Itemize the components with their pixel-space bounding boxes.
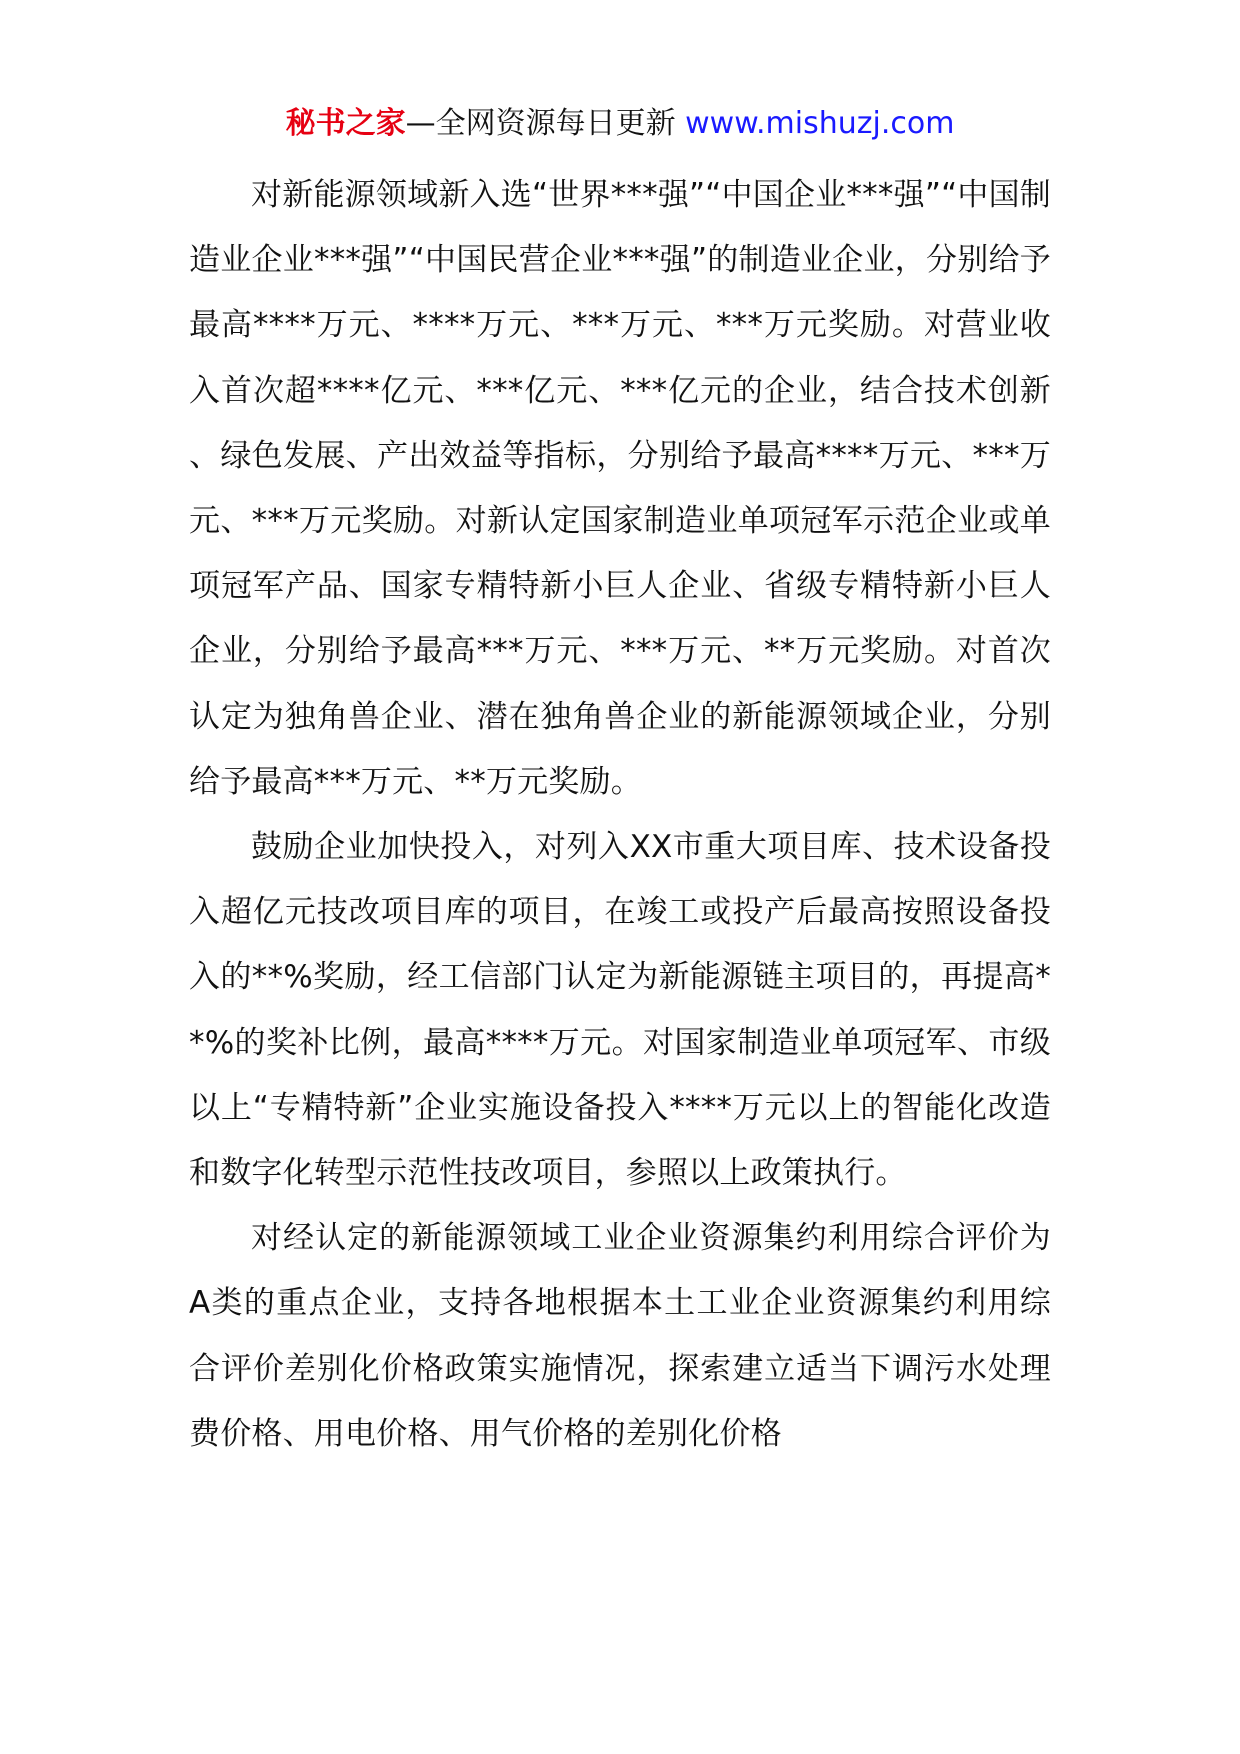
document-body	[189, 163, 1051, 1467]
paragraph-1: 对新能源领域新入选“世界***强”“中国企业***强”“中国制造业企业***强”“中国民营企业***强”的制造业企业，分别给予最高****万元、****万元、***万元、***万元奖励。对营业收入首次超****亿元、***亿元、***亿元的企业，结合技术创新、绿色发展、产出效益等指标，分别给予最高****万元、***万元、***万元奖励。对新认定国家制造业单项冠军示范企业或单项冠军产品、国家专精特新小巨人企业、省级专精特新小巨人企业，分别给予最高***万元、***万元、**万元奖励。对首次认定为独角兽企业、潜在独角兽企业的新能源领域企业，分别给予最高***万元、**万元奖励。	[189, 177, 1051, 800]
header-slogan: —全网资源每日更新	[405, 106, 676, 141]
header-brand: 秘书之家	[285, 106, 406, 141]
paragraph-3: 对经认定的新能源领域工业企业资源集约利用综合评价为A类的重点企业，支持各地根据本土工业企业资源集约利用综合评价差别化价格政策实施情况，探索建立适当下调污水处理费价格、用电价格、用气价格的差别化价格	[189, 1220, 1051, 1452]
paragraph-2: 鼓励企业加快投入，对列入XX市重大项目库、技术设备投入超亿元技改项目库的项目，在竣工或投产后最高按照设备投入的**%奖励，经工信部门认定为新能源链主项目的，再提高**%的奖补比例，最高****万元。对国家制造业单项冠军、市级以上“专精特新”企业实施设备投入****万元以上的智能化改造和数字化转型示范性技改项目，参照以上政策执行。	[189, 829, 1051, 1192]
page-header	[0, 102, 1240, 146]
header-url-link[interactable]: www.mishuzj.com	[685, 106, 955, 141]
